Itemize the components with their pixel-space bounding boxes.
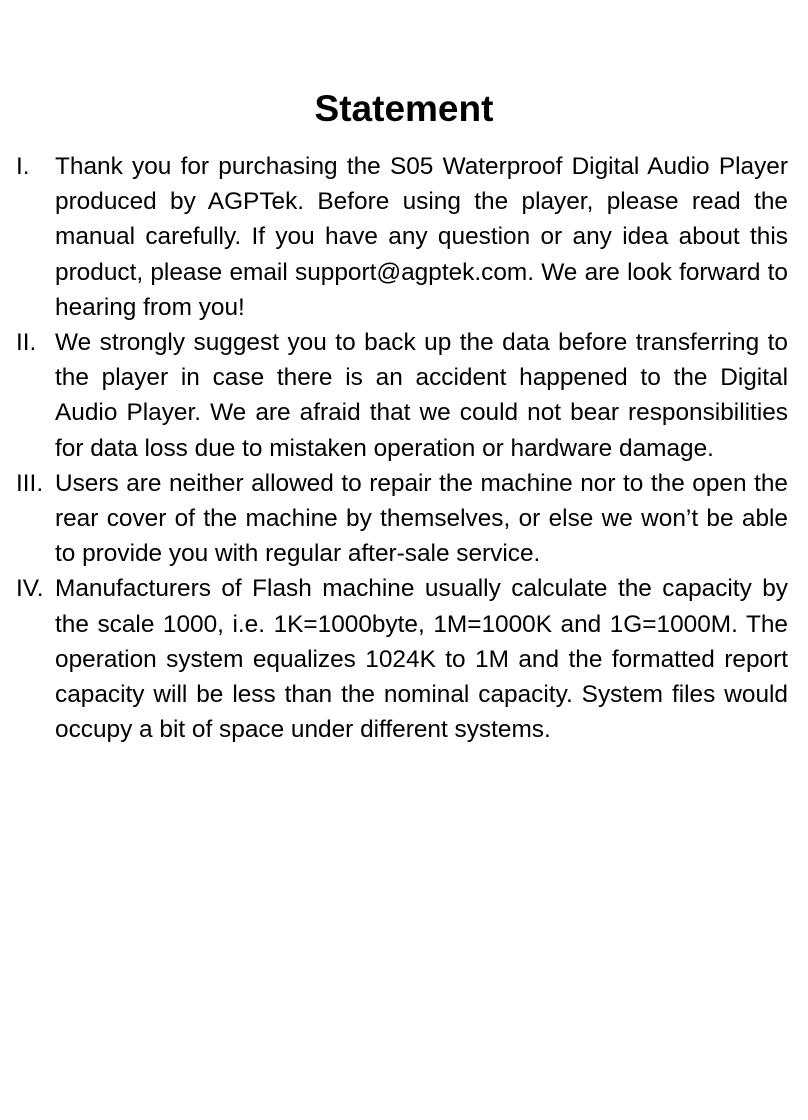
item-number: II. <box>16 329 37 357</box>
page-title: Statement <box>314 88 494 129</box>
statement-item-3 <box>16 466 788 572</box>
item-text: Thank you for purchasing the S05 Waterproof Digital Audio Player produced by AGPTek. Before using the player, please read the manual carefully. If you have any question or any idea about this product, please email support@agptek.com. We are look forward to hearing from you! <box>55 153 788 321</box>
statement-list <box>16 149 788 747</box>
statement-item-2 <box>16 325 788 466</box>
item-text: Users are neither allowed to repair the machine nor to the open the rear cover of the machine by themselves, or else we won’t be able to provide you with regular after-sale service. <box>55 469 788 568</box>
item-text: Manufacturers of Flash machine usually calculate the capacity by the scale 1000, i.e. 1K=1000byte, 1M=1000K and 1G=1000M. The operation system equalizes 1024K to 1M and the formatted report capacity will be less than the nominal capacity. System files would occupy a bit of space under different systems. <box>55 575 788 744</box>
statement-item-1 <box>16 149 788 325</box>
item-number: IV. <box>16 575 44 603</box>
statement-item-4 <box>16 571 788 747</box>
item-number: III. <box>16 469 44 497</box>
item-text: We strongly suggest you to back up the data before transferring to the player in case there is an accident happened to the Digital Audio Player. We are afraid that we could not bear responsibilities for data loss due to mistaken operation or hardware damage. <box>55 329 788 462</box>
item-number: I. <box>16 153 30 180</box>
